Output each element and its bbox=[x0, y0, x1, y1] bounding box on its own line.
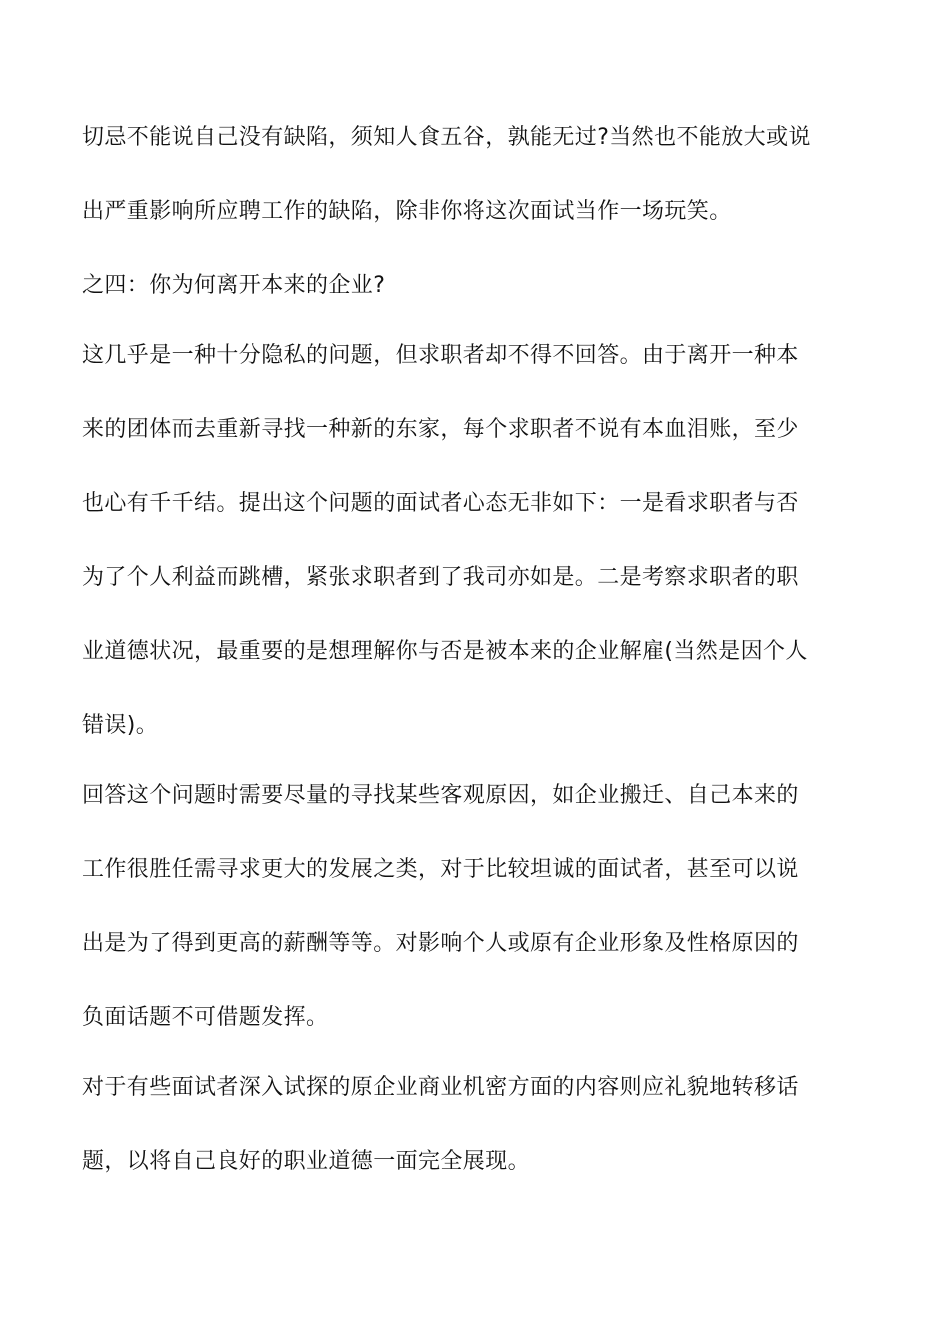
text-line: 来的团体而去重新寻找一种新的东家，每个求职者不说有本血泪账，至少 bbox=[82, 417, 799, 442]
text-line: 切忌不能说自己没有缺陷，须知人食五谷，孰能无过?当然也不能放大或说 bbox=[82, 125, 811, 150]
text-line: 业道德状况，最重要的是想理解你与否是被本来的企业解雇(当然是因个人 bbox=[82, 639, 808, 664]
text-line: 工作很胜任需寻求更大的发展之类，对于比较坦诚的面试者，甚至可以说 bbox=[82, 857, 799, 882]
text-line: 错误)。 bbox=[82, 713, 159, 738]
text-line: 题，以将自己良好的职业道德一面完全展现。 bbox=[82, 1149, 531, 1174]
text-line: 也心有千千结。提出这个问题的面试者心态无非如下：一是看求职者与否 bbox=[82, 491, 799, 516]
text-line: 出是为了得到更高的薪酬等等。对影响个人或原有企业形象及性格原因的 bbox=[82, 931, 799, 956]
text-line: 回答这个问题时需要尽量的寻找某些客观原因，如企业搬迁、自己本来的 bbox=[82, 783, 799, 808]
text-line: 这几乎是一种十分隐私的问题，但求职者却不得不回答。由于离开一种本 bbox=[82, 343, 799, 368]
text-line: 出严重影响所应聘工作的缺陷，除非你将这次面试当作一场玩笑。 bbox=[82, 199, 732, 224]
text-line: 对于有些面试者深入试探的原企业商业机密方面的内容则应礼貌地转移话 bbox=[82, 1075, 799, 1100]
section-heading: 之四：你为何离开本来的企业? bbox=[82, 273, 386, 298]
text-line: 负面话题不可借题发挥。 bbox=[82, 1005, 329, 1030]
text-line: 为了个人利益而跳槽，紧张求职者到了我司亦如是。二是考察求职者的职 bbox=[82, 565, 799, 590]
document-body bbox=[82, 112, 872, 1210]
